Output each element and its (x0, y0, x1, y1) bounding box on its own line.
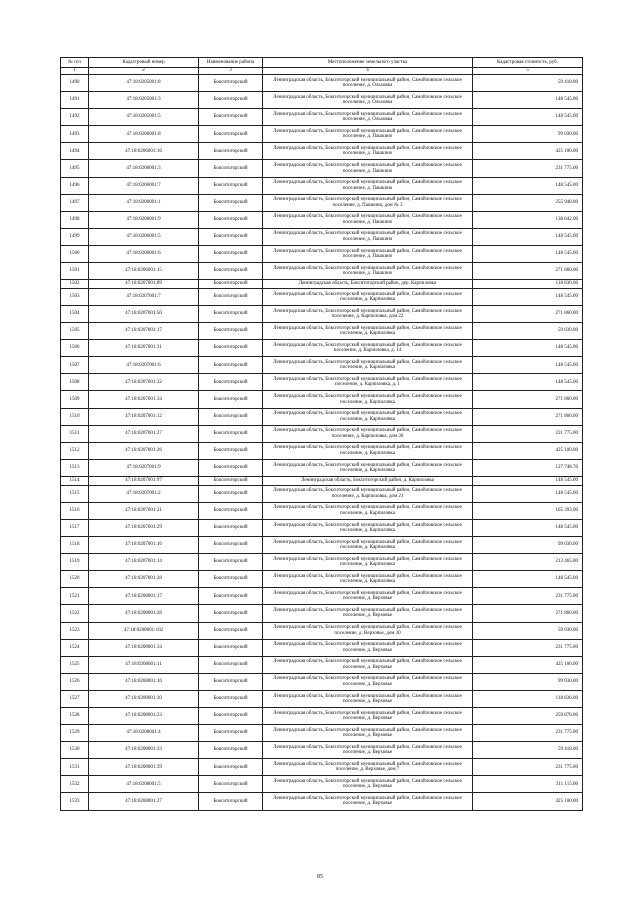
cadastral-number-cell: 47:18:0207001:28 (89, 571, 199, 588)
row-number-cell: 1510 (61, 408, 89, 425)
cadastral-value-cell: 425 100.00 (473, 442, 583, 459)
cadastral-value-cell: 148 545.00 (473, 288, 583, 305)
cadastral-value-cell: 148 545.00 (473, 571, 583, 588)
location-cell: Ленинградская область, Бокситогорский муниципальный район, Самойловское сельское поселение, д. Карпиловка (263, 459, 473, 476)
cadastral-value-cell: 148 545.00 (473, 228, 583, 245)
district-cell: Бокситогорский (199, 288, 263, 305)
header-row-number: № п/п (61, 58, 89, 68)
row-number-cell: 1490 (61, 75, 89, 92)
cadastral-value-cell: 271 860.00 (473, 408, 583, 425)
cadastral-value-cell: 425 100.00 (473, 143, 583, 160)
column-number: 5 (473, 68, 583, 75)
cadastral-number-cell: 47:18:0206001:8 (89, 126, 199, 143)
cadastral-number-cell: 47:18:0207001:97 (89, 476, 199, 485)
cadastral-number-cell: 47:18:0208001:23 (89, 707, 199, 724)
cadastral-value-cell: 59 418.00 (473, 742, 583, 759)
cadastral-value-cell: 425 100.00 (473, 793, 583, 810)
column-number: 2 (89, 68, 199, 75)
cadastral-value-cell: 165 393.00 (473, 502, 583, 519)
location-cell: Ленинградская область, Бокситогорский муниципальный район, Самойловское сельское поселение, д. Верховье, дом 7 (263, 759, 473, 776)
table-row (61, 340, 583, 357)
header-district-name: Наименование района (199, 58, 263, 68)
table-row (61, 211, 583, 228)
table-row (61, 323, 583, 340)
cadastral-number-cell: 47:18:0208001:5 (89, 776, 199, 793)
row-number-cell: 1498 (61, 211, 89, 228)
location-cell: Ленинградская область, Бокситогорский муниципальный район, Самойловское сельское поселение, д. Пашкино (263, 245, 473, 262)
table-row (61, 776, 583, 793)
table-row (61, 707, 583, 724)
row-number-cell: 1533 (61, 793, 89, 810)
district-cell: Бокситогорский (199, 707, 263, 724)
location-cell: Ленинградская область, Бокситогорский муниципальный район, Самойловское сельское поселение, д. Верховье (263, 776, 473, 793)
district-cell: Бокситогорский (199, 323, 263, 340)
row-number-cell: 1526 (61, 673, 89, 690)
cadastral-value-cell: 148 545.00 (473, 177, 583, 194)
table-row (61, 408, 583, 425)
cadastral-value-cell: 138 642.00 (473, 211, 583, 228)
table-row (61, 288, 583, 305)
table-header-row (61, 58, 583, 68)
cadastral-value-cell: 148 545.00 (473, 245, 583, 262)
row-number-cell: 1511 (61, 425, 89, 442)
row-number-cell: 1507 (61, 357, 89, 374)
cadastral-value-cell: 231 775.00 (473, 588, 583, 605)
cadastral-number-cell: 47:18:0208001:33 (89, 742, 199, 759)
district-cell: Бокситогорский (199, 357, 263, 374)
location-cell: Ленинградская область, Бокситогорский муниципальный район, Самойловское сельское поселение, д. Карпиловка (263, 537, 473, 554)
row-number-cell: 1514 (61, 476, 89, 485)
district-cell: Бокситогорский (199, 622, 263, 639)
cadastral-value-cell: 118 836.00 (473, 690, 583, 707)
location-cell: Ленинградская область, Бокситогорский муниципальный район, Самойловское сельское поселение, д. Верховье, дом 30 (263, 622, 473, 639)
district-cell: Бокситогорский (199, 194, 263, 211)
cadastral-number-cell: 47:18:0207001:32 (89, 374, 199, 391)
district-cell: Бокситогорский (199, 228, 263, 245)
district-cell: Бокситогорский (199, 639, 263, 656)
location-cell: Ленинградская область, Бокситогорский муниципальный район, Самойловское сельское поселение, д. Пашкино (263, 263, 473, 280)
location-cell: Ленинградская область, Бокситогорский муниципальный район, Самойловское сельское поселение, д. Карпиловка, дом 22 (263, 306, 473, 323)
table-row (61, 391, 583, 408)
cadastral-number-cell: 47:18:0208001:30 (89, 690, 199, 707)
cadastral-number-cell: 47:18:0206001:16 (89, 143, 199, 160)
location-cell: Ленинградская область, Бокситогорский муниципальный район, Самойловское сельское поселение, д. Пашкино, дом № 3 (263, 194, 473, 211)
cadastral-number-cell: 47:18:0206001:15 (89, 263, 199, 280)
row-number-cell: 1502 (61, 280, 89, 289)
cadastral-number-cell: 47:18:0208001:39 (89, 759, 199, 776)
column-number: 3 (199, 68, 263, 75)
location-cell: Ленинградская область, Бокситогорский муниципальный район, Самойловское сельское поселение, д. Верховье (263, 793, 473, 810)
row-number-cell: 1497 (61, 194, 89, 211)
cadastral-number-cell: 47:18:0207001:7 (89, 288, 199, 305)
table-row (61, 109, 583, 126)
district-cell: Бокситогорский (199, 554, 263, 571)
table-row (61, 485, 583, 502)
table-row (61, 245, 583, 262)
location-cell: Ленинградская область, Бокситогорский муниципальный район, Самойловское сельское поселение, д. Карпиловка (263, 442, 473, 459)
row-number-cell: 1520 (61, 571, 89, 588)
location-cell: Ленинградская область, Бокситогорский муниципальный район, Самойловское сельское поселение, д. Верховье (263, 639, 473, 656)
cadastral-value-cell: 99 030.00 (473, 673, 583, 690)
cadastral-value-table (60, 57, 583, 811)
row-number-cell: 1492 (61, 109, 89, 126)
cadastral-value-cell: 59 418.00 (473, 75, 583, 92)
district-cell: Бокситогорский (199, 476, 263, 485)
location-cell: Ленинградская область, Бокситогорский муниципальный район, Самойловское сельское поселение, д. Карпиловка (263, 571, 473, 588)
row-number-cell: 1501 (61, 263, 89, 280)
cadastral-number-cell: 47:18:0208001:27 (89, 793, 199, 810)
cadastral-number-cell: 47:18:0208001:16 (89, 673, 199, 690)
location-cell: Ленинградская область, Бокситогорский муниципальный район, Самойловское сельское поселение, д. Пашкино (263, 211, 473, 228)
row-number-cell: 1524 (61, 639, 89, 656)
cadastral-value-cell: 231 775.00 (473, 639, 583, 656)
cadastral-value-cell: 213 465.00 (473, 554, 583, 571)
table-row (61, 759, 583, 776)
district-cell: Бокситогорский (199, 75, 263, 92)
location-cell: Ленинградская область, Бокситогорский муниципальный район, Самойловское сельское поселение, д. Карпиловка (263, 391, 473, 408)
header-cadastral-number: Кадастровый номер (89, 58, 199, 68)
cadastral-value-cell: 148 545.00 (473, 109, 583, 126)
cadastral-number-cell: 47:18:0207001:9 (89, 459, 199, 476)
cadastral-value-cell: 231 775.00 (473, 759, 583, 776)
table-row (61, 126, 583, 143)
table-row (61, 554, 583, 571)
cadastral-number-cell: 47:18:0207001:6 (89, 357, 199, 374)
district-cell: Бокситогорский (199, 776, 263, 793)
district-cell: Бокситогорский (199, 306, 263, 323)
district-cell: Бокситогорский (199, 485, 263, 502)
table-row (61, 194, 583, 211)
district-cell: Бокситогорский (199, 537, 263, 554)
cadastral-number-cell: 47:18:0206001:1 (89, 194, 199, 211)
table-row (61, 374, 583, 391)
location-cell: Ленинградская область, Бокситогорский муниципальный район, Самойловское сельское поселение, д. Карпиловка (263, 288, 473, 305)
cadastral-number-cell: 47:18:0207001:2 (89, 485, 199, 502)
district-cell: Бокситогорский (199, 759, 263, 776)
table-row (61, 502, 583, 519)
table-row (61, 519, 583, 536)
cadastral-number-cell: 47:18:0208001:17 (89, 588, 199, 605)
table-row (61, 143, 583, 160)
cadastral-number-cell: 47:18:0208001:34 (89, 639, 199, 656)
table-row (61, 537, 583, 554)
column-number: 1 (61, 68, 89, 75)
table-row (61, 588, 583, 605)
district-cell: Бокситогорский (199, 793, 263, 810)
row-number-cell: 1495 (61, 160, 89, 177)
table-row (61, 280, 583, 289)
cadastral-value-cell: 148 545.00 (473, 519, 583, 536)
district-cell: Бокситогорский (199, 673, 263, 690)
cadastral-value-cell: 231 775.00 (473, 160, 583, 177)
table-row (61, 263, 583, 280)
location-cell: Ленинградская область, Бокситогорский муниципальный район, Самойловское сельское поселение, д. Пашкино (263, 143, 473, 160)
district-cell: Бокситогорский (199, 109, 263, 126)
district-cell: Бокситогорский (199, 143, 263, 160)
row-number-cell: 1522 (61, 605, 89, 622)
district-cell: Бокситогорский (199, 502, 263, 519)
table-row (61, 160, 583, 177)
cadastral-value-cell: 271 860.00 (473, 605, 583, 622)
cadastral-value-cell: 127 748.70 (473, 459, 583, 476)
row-number-cell: 1500 (61, 245, 89, 262)
district-cell: Бокситогорский (199, 245, 263, 262)
cadastral-value-cell: 271 860.00 (473, 391, 583, 408)
cadastral-number-cell: 47:18:0207001:27 (89, 425, 199, 442)
cadastral-value-cell: 148 545.00 (473, 92, 583, 109)
cadastral-value-cell: 118 836.00 (473, 280, 583, 289)
cadastral-value-cell: 271 860.00 (473, 306, 583, 323)
cadastral-value-cell: 148 545.00 (473, 485, 583, 502)
table-row (61, 793, 583, 810)
location-cell: Ленинградская область, Бокситогорский муниципальный район, Самойловское сельское поселение, д. Верховье (263, 673, 473, 690)
table-row (61, 92, 583, 109)
row-number-cell: 1503 (61, 288, 89, 305)
table-row (61, 571, 583, 588)
district-cell: Бокситогорский (199, 391, 263, 408)
cadastral-value-cell: 148 545.00 (473, 374, 583, 391)
location-cell: Ленинградская область, Бокситогорский муниципальный район, Самойловское сельское поселение, д. Пашкино (263, 160, 473, 177)
location-cell: Ленинградская область, Бокситогорский район, д. Карпиловка (263, 476, 473, 485)
row-number-cell: 1532 (61, 776, 89, 793)
cadastral-value-cell: 425 100.00 (473, 656, 583, 673)
cadastral-value-cell: 99 030.00 (473, 126, 583, 143)
district-cell: Бокситогорский (199, 211, 263, 228)
table-row (61, 639, 583, 656)
district-cell: Бокситогорский (199, 459, 263, 476)
cadastral-number-cell: 47:18:0205001:3 (89, 92, 199, 109)
cadastral-value-cell: 99 030.00 (473, 537, 583, 554)
district-cell: Бокситогорский (199, 571, 263, 588)
cadastral-number-cell: 47:18:0206001:6 (89, 245, 199, 262)
table-row (61, 459, 583, 476)
row-number-cell: 1531 (61, 759, 89, 776)
district-cell: Бокситогорский (199, 126, 263, 143)
location-cell: Ленинградская область, Бокситогорский муниципальный район, Самойловское сельское поселение, д. Пашкино (263, 177, 473, 194)
cadastral-number-cell: 47:18:0205001:5 (89, 109, 199, 126)
location-cell: Ленинградская область, Бокситогорский муниципальный район, Самойловское сельское поселение, д. Карпиловка, дом 30 (263, 425, 473, 442)
cadastral-number-cell: 47:18:0207001:29 (89, 519, 199, 536)
cadastral-number-cell: 47:18:0206001:9 (89, 211, 199, 228)
location-cell: Ленинградская область, Бокситогорский муниципальный район, Самойловское сельское поселение, д. Карпиловка, дом 21 (263, 485, 473, 502)
row-number-cell: 1496 (61, 177, 89, 194)
cadastral-value-cell: 148 545.00 (473, 476, 583, 485)
cadastral-value-cell: 148 545.00 (473, 357, 583, 374)
table-body (61, 58, 583, 811)
row-number-cell: 1505 (61, 323, 89, 340)
cadastral-number-cell: 47:18:0208001:11 (89, 656, 199, 673)
district-cell: Бокситогорский (199, 442, 263, 459)
location-cell: Ленинградская область, Бокситогорский муниципальный район, Самойловское сельское поселение, д. Ольховка (263, 75, 473, 92)
row-number-cell: 1529 (61, 725, 89, 742)
cadastral-value-cell: 231 775.00 (473, 425, 583, 442)
row-number-cell: 1530 (61, 742, 89, 759)
column-number: 4 (263, 68, 473, 75)
row-number-cell: 1506 (61, 340, 89, 357)
cadastral-value-cell: 148 545.00 (473, 340, 583, 357)
location-cell: Ленинградская область, Бокситогорский муниципальный район, Самойловское сельское поселение, д. Карпиловка (263, 554, 473, 571)
cadastral-number-cell: 47:18:0207001:17 (89, 323, 199, 340)
row-number-cell: 1517 (61, 519, 89, 536)
column-number-row (61, 68, 583, 75)
cadastral-number-cell: 47:18:0207001:21 (89, 502, 199, 519)
table-row (61, 75, 583, 92)
header-cadastral-value: Кадастровая стоимость, руб. (473, 58, 583, 68)
location-cell: Ленинградская область, Бокситогорский муниципальный район, Самойловское сельское поселение, д. Верховье (263, 588, 473, 605)
header-location: Местоположение земельного участка (263, 58, 473, 68)
cadastral-number-cell: 47:18:0208001:102 (89, 622, 199, 639)
location-cell: Ленинградская область, Бокситогорский муниципальный район, Самойловское сельское поселение, д. Ольховка (263, 92, 473, 109)
district-cell: Бокситогорский (199, 160, 263, 177)
location-cell: Ленинградская область, Бокситогорский муниципальный район, Самойловское сельское поселение, д. Верховье (263, 690, 473, 707)
location-cell: Ленинградская область, Бокситогорский муниципальный район, Самойловское сельское поселение, д. Карпиловка (263, 519, 473, 536)
row-number-cell: 1516 (61, 502, 89, 519)
row-number-cell: 1528 (61, 707, 89, 724)
district-cell: Бокситогорский (199, 374, 263, 391)
table-row (61, 306, 583, 323)
row-number-cell: 1521 (61, 588, 89, 605)
cadastral-value-cell: 259 876.00 (473, 707, 583, 724)
district-cell: Бокситогорский (199, 519, 263, 536)
row-number-cell: 1525 (61, 656, 89, 673)
table-row (61, 742, 583, 759)
location-cell: Ленинградская область, Бокситогорский муниципальный район, Самойловское сельское поселение, д. Верховье (263, 707, 473, 724)
cadastral-number-cell: 47:18:0207001:89 (89, 280, 199, 289)
district-cell: Бокситогорский (199, 280, 263, 289)
cadastral-number-cell: 47:18:0207001:31 (89, 340, 199, 357)
cadastral-value-cell: 59 030.00 (473, 323, 583, 340)
location-cell: Ленинградская область, Бокситогорский район, дер. Карпиловка (263, 280, 473, 289)
table-row (61, 725, 583, 742)
cadastral-number-cell: 47:18:0206001:3 (89, 160, 199, 177)
district-cell: Бокситогорский (199, 588, 263, 605)
location-cell: Ленинградская область, Бокситогорский муниципальный район, Самойловское сельское поселение, д. Ольховка (263, 109, 473, 126)
table-row (61, 605, 583, 622)
district-cell: Бокситогорский (199, 656, 263, 673)
table-row (61, 357, 583, 374)
table-row (61, 228, 583, 245)
location-cell: Ленинградская область, Бокситогорский муниципальный район, Самойловское сельское поселение, д. Верховье (263, 605, 473, 622)
table-row (61, 656, 583, 673)
cadastral-value-cell: 59 030.00 (473, 622, 583, 639)
location-cell: Ленинградская область, Бокситогорский муниципальный район, Самойловское сельское поселение, д. Карпиловка (263, 357, 473, 374)
location-cell: Ленинградская область, Бокситогорский муниципальный район, Самойловское сельское поселение, д. Пашкино (263, 126, 473, 143)
table-row (61, 673, 583, 690)
table-row (61, 622, 583, 639)
row-number-cell: 1494 (61, 143, 89, 160)
cadastral-number-cell: 47:18:0206001:7 (89, 177, 199, 194)
row-number-cell: 1493 (61, 126, 89, 143)
cadastral-number-cell: 47:18:0207001:34 (89, 391, 199, 408)
table-row (61, 476, 583, 485)
district-cell: Бокситогорский (199, 742, 263, 759)
location-cell: Ленинградская область, Бокситогорский муниципальный район, Самойловское сельское поселение, д. Карпиловка, д. 1 (263, 374, 473, 391)
table-row (61, 442, 583, 459)
location-cell: Ленинградская область, Бокситогорский муниципальный район, Самойловское сельское поселение, д. Верховье (263, 725, 473, 742)
location-cell: Ленинградская область, Бокситогорский муниципальный район, Самойловское сельское поселение, д. Верховье (263, 742, 473, 759)
location-cell: Ленинградская область, Бокситогорский муниципальный район, Самойловское сельское поселение, д. Карпиловка (263, 408, 473, 425)
cadastral-number-cell: 47:18:0207001:50 (89, 306, 199, 323)
row-number-cell: 1513 (61, 459, 89, 476)
cadastral-value-cell: 231 775.00 (473, 725, 583, 742)
table-row (61, 425, 583, 442)
table-row (61, 690, 583, 707)
cadastral-number-cell: 47:18:0205001:8 (89, 75, 199, 92)
row-number-cell: 1504 (61, 306, 89, 323)
district-cell: Бокситогорский (199, 408, 263, 425)
district-cell: Бокситогорский (199, 425, 263, 442)
district-cell: Бокситогорский (199, 605, 263, 622)
cadastral-number-cell: 47:18:0207001:26 (89, 442, 199, 459)
row-number-cell: 1509 (61, 391, 89, 408)
location-cell: Ленинградская область, Бокситогорский муниципальный район, Самойловское сельское поселение, д. Карпиловка (263, 323, 473, 340)
row-number-cell: 1523 (61, 622, 89, 639)
location-cell: Ленинградская область, Бокситогорский муниципальный район, Самойловское сельское поселение, д. Карпиловка, д. 14 (263, 340, 473, 357)
row-number-cell: 1518 (61, 537, 89, 554)
district-cell: Бокситогорский (199, 92, 263, 109)
district-cell: Бокситогорский (199, 263, 263, 280)
cadastral-number-cell: 47:18:0207001:14 (89, 554, 199, 571)
row-number-cell: 1512 (61, 442, 89, 459)
district-cell: Бокситогорский (199, 177, 263, 194)
location-cell: Ленинградская область, Бокситогорский муниципальный район, Самойловское сельское поселение, д. Верховье (263, 656, 473, 673)
page-number: 85 (317, 874, 323, 880)
table-row (61, 177, 583, 194)
cadastral-number-cell: 47:18:0207001:16 (89, 537, 199, 554)
cadastral-number-cell: 47:18:0208001:4 (89, 725, 199, 742)
district-cell: Бокситогорский (199, 340, 263, 357)
cadastral-number-cell: 47:18:0206001:5 (89, 228, 199, 245)
cadastral-number-cell: 47:18:0208001:28 (89, 605, 199, 622)
row-number-cell: 1515 (61, 485, 89, 502)
row-number-cell: 1508 (61, 374, 89, 391)
district-cell: Бокситогорский (199, 725, 263, 742)
location-cell: Ленинградская область, Бокситогорский муниципальный район, Самойловское сельское поселение, д. Карпиловка (263, 502, 473, 519)
row-number-cell: 1499 (61, 228, 89, 245)
row-number-cell: 1527 (61, 690, 89, 707)
cadastral-value-cell: 311 115.00 (473, 776, 583, 793)
cadastral-value-cell: 255 948.00 (473, 194, 583, 211)
cadastral-value-cell: 271 860.00 (473, 263, 583, 280)
row-number-cell: 1491 (61, 92, 89, 109)
district-cell: Бокситогорский (199, 690, 263, 707)
location-cell: Ленинградская область, Бокситогорский муниципальный район, Самойловское сельское поселение, д. Пашкино (263, 228, 473, 245)
cadastral-number-cell: 47:18:0207001:12 (89, 408, 199, 425)
row-number-cell: 1519 (61, 554, 89, 571)
